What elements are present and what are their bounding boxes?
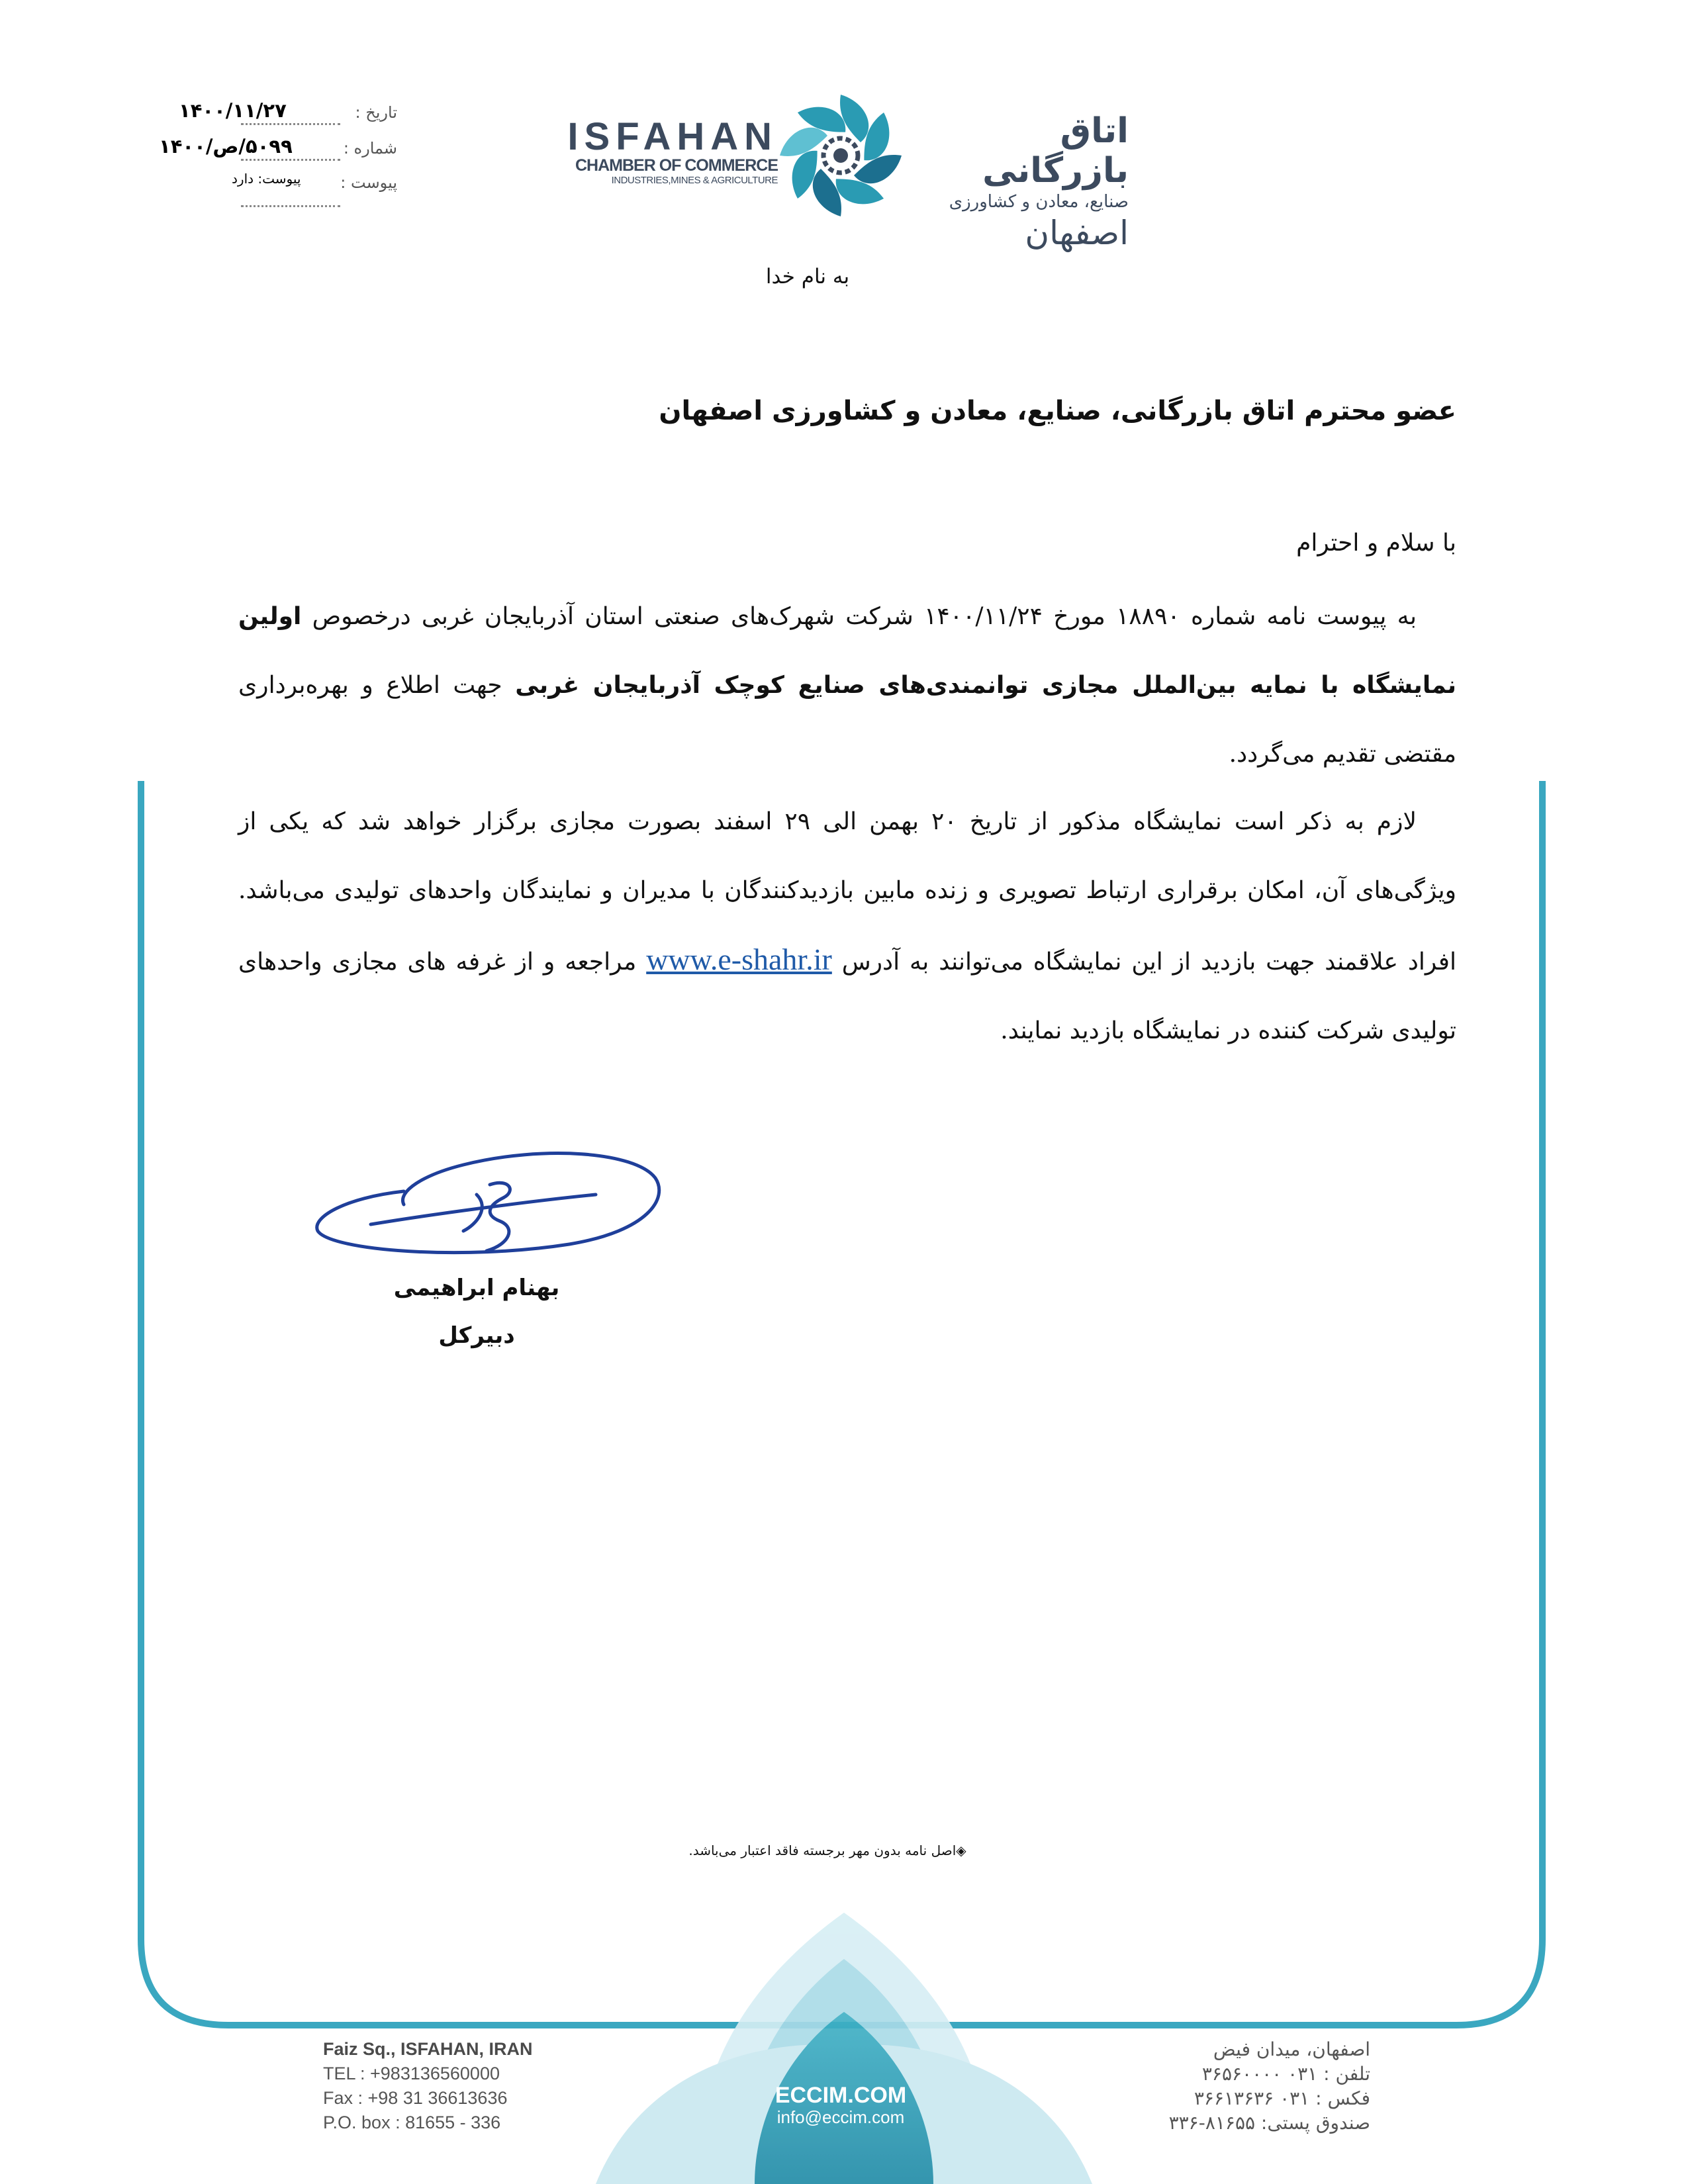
exhibition-name: اولین نمایشگاه با نمایه بین‌الملل مجازی توانمندی‌های صنایع کوچک آذربایجان غربی bbox=[238, 603, 1456, 699]
chamber-emblem bbox=[778, 93, 904, 218]
footer-address: Faiz Sq., ISFAHAN, IRAN bbox=[323, 2039, 533, 2059]
date-label: تاریخ : bbox=[355, 103, 397, 122]
footer-fa-address: اصفهان، میدان فیض bbox=[1213, 2038, 1370, 2060]
validity-notice: ◈اصل نامه بدون مهر برجسته فاقد اعتبار می‌باشد. bbox=[688, 1843, 966, 1858]
footer-fa-po-box: صندوق پستی: ۸۱۶۵۵-۳۳۶ bbox=[1168, 2112, 1370, 2134]
footer-fax: Fax : +98 31 36613636 bbox=[323, 2088, 508, 2108]
paragraph-2: لازم به ذکر است نمایشگاه مذکور از تاریخ ۲۰ بهمن الی ۲۹ اسفند بصورت مجازی برگزار خواهد شد که یکی از ویژگی‌های آن، امکان برقراری ارتباط تصویری و زنده مابین بازدیدکنندگان با مدیران و نمایندگان واحدهای تولیدی می‌باشد. افراد علاقمند جهت بازدید از این نمایشگاه می‌توانند به آدرس www.e-shahr.ir مراجعه و از غرفه های مجازی واحدهای تولیدی شرکت کننده در نمایشگاه بازدید نمایند. bbox=[238, 808, 1457, 1044]
logo-tagline: INDUSTRIES,MINES & AGRICULTURE bbox=[611, 175, 778, 186]
attachment-value: پیوست: دارد bbox=[232, 171, 301, 187]
footer-fa-fax: فکس : ۰۳۱ ۳۶۶۱۳۶۳۶ bbox=[1194, 2087, 1370, 2109]
exhibition-link[interactable]: www.e-shahr.ir bbox=[646, 942, 832, 976]
logo-english bbox=[566, 115, 778, 187]
signer-block bbox=[371, 1264, 583, 1359]
greeting: با سلام و احترام bbox=[1296, 529, 1456, 557]
signer-title: دبیرکل bbox=[438, 1322, 515, 1349]
footer-email[interactable]: info@eccim.com bbox=[776, 2107, 905, 2127]
number-label: شماره : bbox=[343, 139, 397, 158]
number-field bbox=[159, 135, 397, 164]
footer-tel: TEL : +983136560000 bbox=[323, 2064, 500, 2083]
addressee: عضو محترم اتاق بازرگانی، صنایع، معادن و کشاورزی اصفهان bbox=[659, 396, 1456, 426]
number-value: ۵۰۹۹/ص/۱۴۰۰ bbox=[159, 135, 293, 158]
footer-po-box: P.O. box : 81655 - 336 bbox=[323, 2113, 501, 2132]
attachment-label: پیوست : bbox=[340, 173, 397, 192]
attachment-field bbox=[179, 169, 397, 199]
logo-fa-title: اتاق بازرگانی bbox=[982, 111, 1129, 191]
footer-persian bbox=[1119, 2037, 1370, 2135]
footer-site[interactable]: ECCIM.COM bbox=[774, 2083, 907, 2108]
footer-web bbox=[741, 2083, 940, 2127]
date-field bbox=[179, 99, 397, 128]
logo-title: ISFAHAN bbox=[567, 115, 778, 158]
paragraph-1: به پیوست نامه شماره ۱۸۸۹۰ مورخ ۱۴۰۰/۱۱/۲۴ شرکت شهرک‌های صنعتی استان آذربایجان غربی درخصوص اولین نمایشگاه با نمایه بین‌الملل مجازی توانمندی‌های صنایع کوچک آذربایجان غربی جهت اطلاع و بهره‌برداری مقتضی تقدیم می‌گردد. bbox=[238, 603, 1456, 768]
signature bbox=[317, 1154, 659, 1253]
logo-fa-city: اصفهان bbox=[1025, 214, 1129, 252]
footer-english bbox=[323, 2037, 575, 2135]
date-value: ۱۴۰۰/۱۱/۲۷ bbox=[179, 99, 287, 122]
footer-fa-tel: تلفن : ۰۳۱ ۳۶۵۶۰۰۰۰ bbox=[1201, 2063, 1370, 2085]
logo-fa-subtitle: صنایع، معادن و کشاورزی bbox=[949, 192, 1129, 212]
bismillah: به نام خدا bbox=[765, 265, 850, 289]
signer-name: بهنام ابراهیمی bbox=[393, 1275, 560, 1301]
logo-subtitle: CHAMBER OF COMMERCE bbox=[575, 156, 778, 175]
logo-persian bbox=[910, 111, 1129, 253]
